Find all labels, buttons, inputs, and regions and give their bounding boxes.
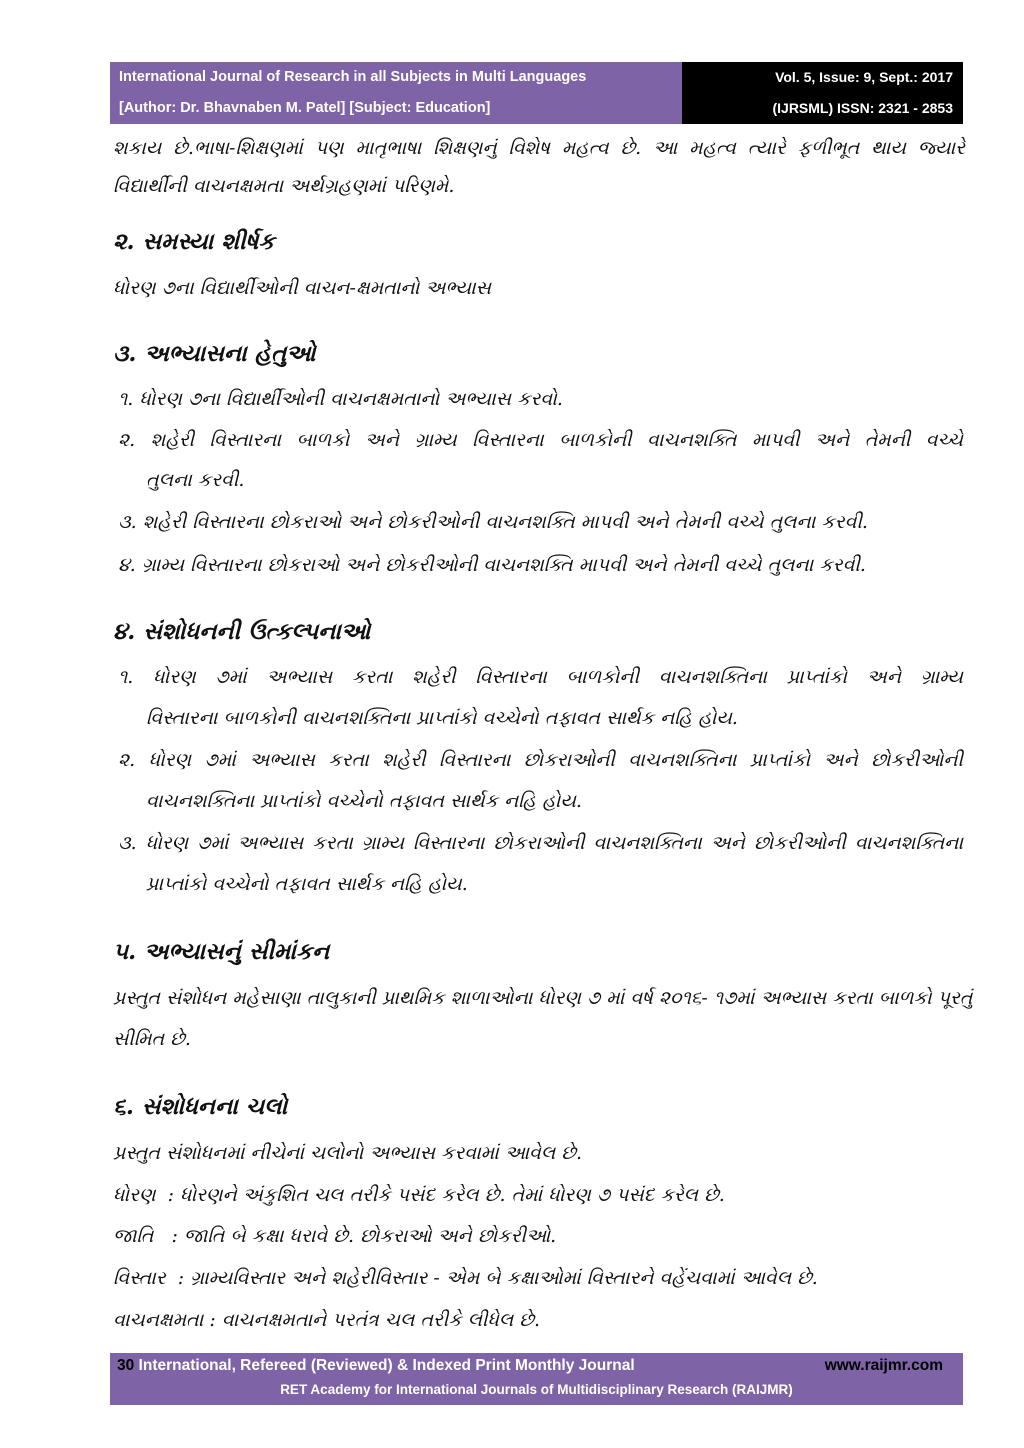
objective-4: ૪. ગ્રામ્ય વિસ્તારના છોકરાઓ અને છોકરીઓની વાચનશક્તિ માપવી અને તેમની વચ્ચે તુલના કરવી. [118, 554, 866, 576]
hypothesis-3-line-2: પ્રાપ્તાંકો વચ્ચેનો તફાવત સાર્થક નહિ હોય. [146, 873, 468, 895]
hypothesis-1-line-1: ૧. ધોરણ ૭માં અભ્યાસ કરતા શહેરી વિસ્તારના બાળકોની વાચનશક્તિના પ્રાપ્તાંકો અને ગ્રામ્ય [118, 666, 963, 688]
objective-1: ૧. ધોરણ ૭ના વિદ્યાર્થીઓની વાચનક્ષમતાનો અભ્યાસ કરવો. [118, 388, 563, 410]
variable-standard: ધોરણ : ધોરણને અંકુશિત ચલ તરીકે પસંદ કરેલ છે. તેમાં ધોરણ ૭ પસંદ કરેલ છે. [113, 1184, 725, 1206]
hypothesis-2-line-1: ૨. ધોરણ ૭માં અભ્યાસ કરતા શહેરી વિસ્તારના છોકરાઓની વાચનશક્તિના પ્રાપ્તાંકો અને છોકરીઓની [118, 749, 963, 771]
footer-journal-text: International, Refereed (Reviewed) & Indexed Print Monthly Journal [134, 1357, 635, 1374]
section-4-heading: ૪. સંશોધનની ઉત્કલ્પનાઓ [113, 618, 371, 645]
footer-publisher: RET Academy for International Journals of Multidisciplinary Research (RAIJMR) [280, 1382, 793, 1397]
page-footer [110, 1353, 963, 1405]
page-header [110, 62, 963, 124]
hypothesis-3-line-1: ૩. ધોરણ ૭માં અભ્યાસ કરતા ગ્રામ્ય વિસ્તારના છોકરાઓની વાચનશક્તિના અને છોકરીઓની વાચનશક્તિના [118, 832, 963, 854]
variable-reading-ability: વાચનક્ષમતા : વાચનક્ષમતાને પરતંત્ર ચલ તરીકે લીધેલ છે. [113, 1309, 541, 1331]
section-6-intro: પ્રસ્તુત સંશોધનમાં નીચેનાં ચલોનો અભ્યાસ કરવામાં આવેલ છે. [113, 1142, 583, 1164]
intro-line-1: શકાય છે.ભાષા-શિક્ષણમાં પણ માતૃભાષા શિક્ષણનું વિશેષ મહત્વ છે. આ મહત્વ ત્યારે ફળીભૂત થાય જ્યારે [113, 137, 965, 159]
section-3-heading: ૩. અભ્યાસના હેતુઓ [113, 340, 316, 367]
hypothesis-1-line-2: વિસ્તારના બાળકોની વાચનશક્તિના પ્રાપ્તાંકો વચ્ચેનો તફાવત સાર્થક નહિ હોય. [146, 707, 738, 729]
footer-journal-line [117, 1357, 635, 1375]
section-2-heading: ૨. સમસ્યા શીર્ષક [113, 228, 275, 255]
hypothesis-2-line-2: વાચનશક્તિના પ્રાપ્તાંકો વચ્ચેનો તફાવત સાર્થક નહિ હોય. [146, 790, 582, 812]
section-5-heading: ૫. અભ્યાસનું સીમાંકન [113, 938, 330, 965]
issn-info: (IJRSML) ISSN: 2321 - 2853 [772, 100, 953, 116]
footer-url-link[interactable]: www.raijmr.com [824, 1357, 943, 1374]
volume-info: Vol. 5, Issue: 9, Sept.: 2017 [775, 69, 953, 85]
variable-gender: જાતિ : જાતિ બે કક્ષા ધરાવે છે. છોકરાઓ અને છોકરીઓ. [113, 1225, 557, 1247]
objective-2-line-1: ૨. શહેરી વિસ્તારના બાળકો અને ગ્રામ્ય વિસ્તારના બાળકોની વાચનશક્તિ માપવી અને તેમની વચ્ચે [118, 429, 963, 451]
section-2-text: ધોરણ ૭ના વિદ્યાર્થીઓની વાચન-ક્ષમતાનો અભ્યાસ [113, 277, 492, 299]
section-5-line-2: સીમિત છે. [113, 1028, 191, 1050]
objective-2-line-2: તુલના કરવી. [146, 469, 245, 491]
intro-line-2: વિદ્યાર્થીની વાચનક્ષમતા અર્થગ્રહણમાં પરિણમે. [113, 175, 455, 197]
section-6-heading: ૬. સંશોધનના ચલો [113, 1093, 288, 1120]
page-number: 30 [117, 1357, 135, 1374]
section-5-line-1: પ્રસ્તુત સંશોધન મહેસાણા તાલુકાની પ્રાથમિક શાળાઓના ધોરણ ૭ માં વર્ષ ૨૦૧૬- ૧૭માં અભ્યાસ કરતા બાળકો પૂરતું [113, 987, 973, 1009]
journal-title: International Journal of Research in all Subjects in Multi Languages [119, 69, 587, 85]
objective-3: ૩. શહેરી વિસ્તારના છોકરાઓ અને છોકરીઓની વાચનશક્તિ માપવી અને તેમની વચ્ચે તુલના કરવી. [118, 511, 868, 533]
author-subject: [Author: Dr. Bhavnaben M. Patel] [Subject: Education] [119, 100, 491, 116]
variable-area: વિસ્તાર : ગ્રામ્યવિસ્તાર અને શહેરીવિસ્તાર - એમ બે કક્ષાઓમાં વિસ્તારને વહેંચવામાં આવેલ છે. [113, 1267, 818, 1289]
header-right-band [682, 62, 963, 124]
header-left-band [110, 62, 682, 124]
